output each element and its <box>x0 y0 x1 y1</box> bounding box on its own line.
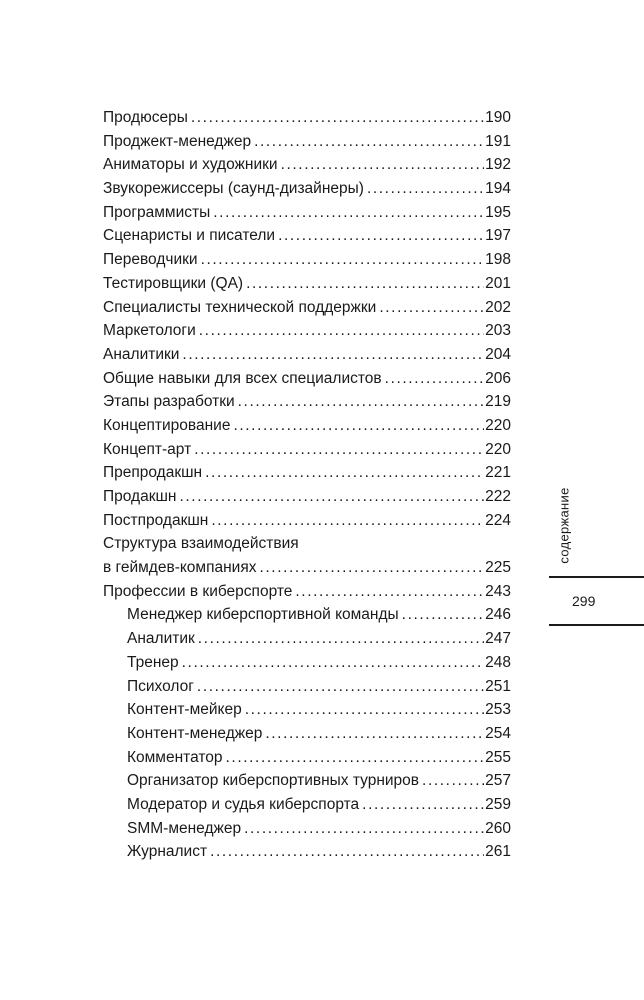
toc-leader-dots <box>182 651 484 675</box>
toc-entry-page: 192 <box>485 156 511 174</box>
toc-entry-title: Сценаристы и писатели <box>103 227 276 245</box>
toc-entry-page: 203 <box>485 322 511 340</box>
toc-entry-page: 224 <box>485 511 511 529</box>
toc-entry-title-line2: в геймдев-компаниях <box>103 559 257 577</box>
toc-entry-title: Тестировщики (QA) <box>103 274 244 292</box>
toc-subentry <box>103 698 511 722</box>
toc-entry-page: 259 <box>485 795 511 813</box>
toc-entry-title: Комментатор <box>127 748 223 766</box>
toc-subentry <box>103 651 511 675</box>
toc-entry-page: 246 <box>485 606 511 624</box>
toc-entry-title: Аналитик <box>127 630 195 648</box>
toc-leader-dots <box>254 130 484 154</box>
toc-leader-dots <box>201 248 485 272</box>
toc-entry-title: Контент-мейкер <box>127 701 242 719</box>
toc-entry-page: 221 <box>485 464 511 482</box>
toc-entry <box>103 319 511 343</box>
toc-entry <box>103 201 511 225</box>
toc-entry-page: 190 <box>485 109 511 126</box>
toc-entry-page: 198 <box>485 251 511 269</box>
toc-leader-dots <box>385 367 484 391</box>
toc-leader-dots <box>281 153 485 177</box>
toc-entry-page: 248 <box>485 653 511 671</box>
toc-entry <box>103 248 511 272</box>
toc-entry-title: Звукорежиссеры (саунд-дизайнеры) <box>103 180 364 198</box>
toc-entry-page: 204 <box>485 345 511 363</box>
toc-leader-dots <box>367 177 484 201</box>
toc-leader-dots <box>233 414 484 438</box>
section-side-label <box>549 483 579 567</box>
toc-entry-page: 257 <box>485 772 511 790</box>
toc-entry-title: Этапы разработки <box>103 393 235 411</box>
toc-entry-page: 255 <box>485 748 511 766</box>
toc-entry-title: Организатор киберспортивных турниров <box>127 772 420 790</box>
toc-entry-title: Продакшн <box>103 488 177 505</box>
toc-entry-title: Маркетологи <box>103 322 196 340</box>
toc-entry-title: Аналитики <box>103 345 180 363</box>
toc-entry <box>103 130 511 154</box>
section-side-label-text: содержание <box>556 486 572 564</box>
toc-entry <box>103 461 511 485</box>
toc-leader-dots <box>278 224 484 248</box>
toc-leader-dots <box>402 603 484 627</box>
toc-entry-title: Общие навыки для всех специалистов <box>103 369 382 387</box>
toc-entry-page: 253 <box>485 701 511 719</box>
toc-leader-dots <box>265 722 484 746</box>
toc-leader-dots <box>210 840 484 864</box>
toc-entry <box>103 367 511 391</box>
toc-subentry <box>103 769 511 793</box>
toc-entry <box>103 296 511 320</box>
toc-entry <box>103 485 511 509</box>
toc-leader-dots <box>246 272 484 296</box>
toc-subentry <box>103 627 511 651</box>
toc-subentry <box>103 746 511 770</box>
toc-subentry <box>103 603 511 627</box>
toc-subentry <box>103 793 511 817</box>
toc-subentry <box>103 675 511 699</box>
toc-leader-dots <box>295 580 484 604</box>
toc-entry-page: 206 <box>485 369 511 387</box>
toc-leader-dots <box>182 343 484 367</box>
toc-entry <box>103 414 511 438</box>
toc-entry-title: Менеджер киберспортивной команды <box>127 606 399 624</box>
toc-entry-title: SMM-менеджер <box>127 819 242 837</box>
toc-entry-page: 191 <box>485 132 511 150</box>
toc-entry-page: 260 <box>485 819 511 837</box>
page-number: 299 <box>572 593 596 609</box>
side-rule-top <box>549 576 644 578</box>
toc-entry <box>103 224 511 248</box>
toc-leader-dots <box>205 461 484 485</box>
toc-entry-title: Модератор и судья киберспорта <box>127 795 360 813</box>
toc-entry-title: Препродакшн <box>103 464 203 482</box>
toc-leader-dots <box>197 675 484 699</box>
toc-leader-dots <box>245 698 484 722</box>
toc-entry <box>103 177 511 201</box>
toc-leader-dots <box>211 509 484 533</box>
toc-entry-title: Продюсеры <box>103 109 188 126</box>
toc-leader-dots <box>244 817 484 841</box>
toc-entry-page: 261 <box>485 843 511 861</box>
toc-entry <box>103 438 511 462</box>
toc-leader-dots <box>198 627 484 651</box>
toc-entry-page: 243 <box>485 582 511 600</box>
toc-leader-dots <box>259 556 484 580</box>
toc-leader-dots <box>199 319 484 343</box>
toc-leader-dots <box>362 793 484 817</box>
toc-entry <box>103 343 511 367</box>
toc-entry-page: 222 <box>485 488 511 505</box>
toc-leader-dots <box>213 201 484 225</box>
toc-entry-page: 254 <box>485 724 511 742</box>
toc-entry-title: Аниматоры и художники <box>103 156 278 174</box>
toc-entry-title: Переводчики <box>103 251 198 269</box>
toc-entry-page: 194 <box>485 180 511 198</box>
toc-entry-page: 220 <box>485 440 511 458</box>
toc-subentry <box>103 817 511 841</box>
toc-leader-dots <box>238 390 484 414</box>
toc-entry <box>103 153 511 177</box>
toc-subentry <box>103 840 511 864</box>
toc-entry-title: Концепт-арт <box>103 440 192 458</box>
table-of-contents <box>103 106 511 864</box>
toc-entry-title: Проджект-менеджер <box>103 132 252 150</box>
toc-entry-page: 202 <box>485 298 511 316</box>
toc-leader-dots <box>191 106 484 130</box>
toc-entry-page: 247 <box>485 630 511 648</box>
toc-entry-page: 201 <box>485 274 511 292</box>
toc-entry-title: Постпродакшн <box>103 511 209 529</box>
toc-entry-title: Концептирование <box>103 416 231 434</box>
toc-entry <box>103 390 511 414</box>
toc-entry-page: 251 <box>485 677 511 695</box>
toc-entry <box>103 580 511 604</box>
toc-entry-page: 195 <box>485 203 511 221</box>
toc-entry-title: Контент-менеджер <box>127 724 263 742</box>
toc-entry-page: 219 <box>485 393 511 411</box>
toc-leader-dots <box>422 769 484 793</box>
toc-entry-line2 <box>103 556 511 580</box>
toc-entry-title: Тренер <box>127 653 179 671</box>
toc-entry-title: Профессии в киберспорте <box>103 582 293 600</box>
toc-entry-title: Специалисты технической поддержки <box>103 298 377 316</box>
toc-entry-title: Программисты <box>103 203 211 221</box>
toc-entry-title: Журналист <box>127 843 208 861</box>
toc-entry-title: Психолог <box>127 677 194 695</box>
toc-entry <box>103 509 511 533</box>
toc-entry-title-line1: Структура взаимодействия <box>103 535 299 553</box>
toc-subentry <box>103 722 511 746</box>
toc-entry <box>103 272 511 296</box>
toc-leader-dots <box>194 438 484 462</box>
toc-entry-page: 220 <box>485 416 511 434</box>
toc-leader-dots <box>179 485 484 509</box>
toc-leader-dots <box>379 296 484 320</box>
toc-entry <box>103 532 511 579</box>
side-rule-bottom <box>549 624 644 626</box>
toc-entry <box>103 106 511 130</box>
toc-entry-page: 197 <box>485 227 511 245</box>
toc-leader-dots <box>226 746 485 770</box>
toc-entry-page: 225 <box>485 559 511 577</box>
